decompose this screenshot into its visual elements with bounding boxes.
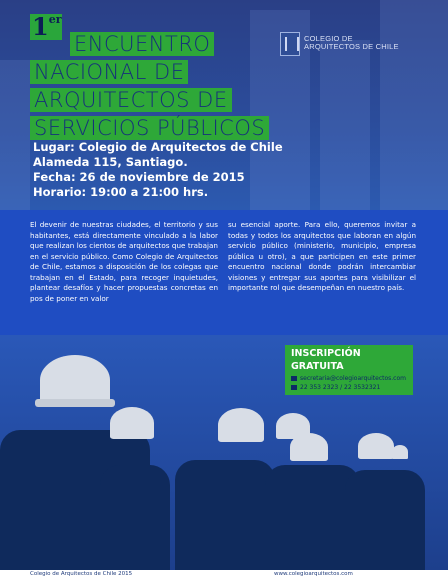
registration-email-row[interactable] [285,375,413,384]
worker-figure [100,465,170,570]
worker-figure [175,460,275,570]
registration-title: INSCRIPCIÓN GRATUITA [291,348,361,372]
helmet-icon [290,433,328,461]
badge-number: 1 [32,12,49,41]
registration-phone: 22 353 2323 / 22 3532321 [300,383,381,391]
logo-text [304,35,399,51]
description-column-1: El devenir de nuestras ciudades, el territorio y sus habitantes, está directamente vinculado a la labor que realizan los cientos de arquitectos que trabajan en el servicio público. Como Colegio de Arquitectos de Chile, estamos a disposición de los colegas que trabajan en el Estado, para recoger inquietudes, plantear desafíos y hacer propuestas concretas en pos de poner en valor [30,220,218,303]
info-horario: Horario: 19:00 a 21:00 hrs. [33,185,209,199]
helmet-brim [35,399,115,407]
info-direccion: Alameda 115, Santiago. [33,155,188,169]
title-line-4: SERVICIOS PÚBLICOS [30,116,269,140]
worker-figure [345,470,425,570]
info-lugar: Lugar: Colegio de Arquitectos de Chile [33,140,283,154]
event-info [33,140,283,200]
registration-phone-row [285,384,413,396]
footer-left-text: Colegio de Arquitectos de Chile 2015 [30,571,133,577]
info-fecha: Fecha: 26 de noviembre de 2015 [33,170,245,184]
mail-icon [291,376,297,381]
logo-mark-icon [280,32,300,56]
helmet-icon [358,433,394,459]
colegio-logo [280,32,420,56]
edition-badge [30,14,62,40]
title-line-2: NACIONAL DE [30,60,188,84]
logo-line-1: COLEGIO DE [304,34,353,43]
helmet-icon [392,445,408,459]
building-shape [0,60,30,210]
phone-icon [291,385,297,390]
helmet-icon [218,408,264,442]
helmet-icon [110,407,154,439]
description-column-2: su esencial aporte. Para ello, queremos invitar a todas y todos los arquitectos que laboran en algún servicio público (ministerio, municipio, empresa pública u otro), a que participen en este primer encuentro nacional donde podrán intercambiar visiones y entregar sus aportes para visibilizar el importante rol que desempeñan en nuestro país. [228,220,416,292]
helmet-icon [40,355,110,405]
badge-suffix: er [48,13,62,26]
registration-email[interactable]: secretaria@colegioarquitectos.com [300,375,406,382]
title-line-1: ENCUENTRO [70,32,214,56]
building-shape [320,40,370,210]
title-line-3: ARQUITECTOS DE [30,88,232,112]
registration-box[interactable] [285,345,413,395]
footer-bar [0,570,448,580]
footer-website-link[interactable]: www.colegioarquitectos.com [274,571,353,577]
logo-line-2: ARQUITECTOS DE CHILE [304,42,399,51]
